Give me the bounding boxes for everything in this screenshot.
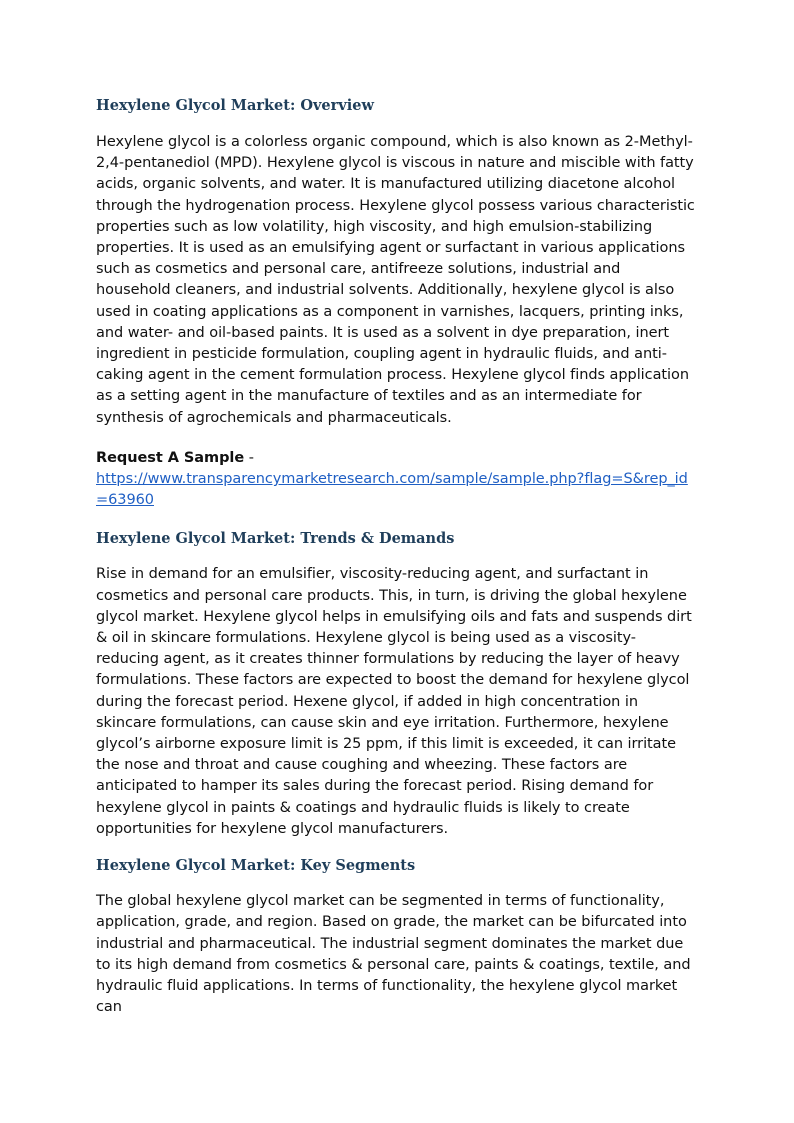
segments-paragraph: The global hexylene glycol market can be segmented in terms of functionality, application, grade, and region. Based on grade, the market can be bifurcated into industrial and pharmaceutical. The industrial segment dominates the market due to its high demand from cosmetics & personal care, paints & coatings, textile, and hydraulic fluid applications. In terms of functionality, the hexylene glycol market can — [96, 893, 691, 1016]
overview-heading: Hexylene Glycol Market: Overview — [96, 97, 374, 114]
request-sample-block — [96, 448, 698, 512]
request-sample-label: Request A Sample — [96, 449, 245, 466]
document-page — [96, 96, 698, 1018]
request-sample-link[interactable]: https://www.transparencymarketresearch.com/sample/sample.php?flag=S&rep_id=63960 — [96, 471, 688, 509]
segments-heading: Hexylene Glycol Market: Key Segments — [96, 857, 416, 875]
trends-paragraph: Rise in demand for an emulsifier, viscosity-reducing agent, and surfactant in cosmetics and personal care products. This, in turn, is driving the global hexylene glycol market. Hexylene glycol helps in emulsifying oils and fats and suspends dirt & oil in skincare formulations. Hexylene glycol is being used as a viscosity-reducing agent, as it creates thinner formulations by reducing the layer of heavy formulations. These factors are expected to boost the demand for hexylene glycol during the forecast period. Hexene glycol, if added in high concentration in skincare formulations, can cause skin and eye irritation. Furthermore, hexylene glycol’s airborne exposure limit is 25 ppm, if this limit is exceeded, it can irritate the nose and throat and cause coughing and wheezing. These factors are anticipated to hamper its sales during the forecast period. Rising demand for hexylene glycol in paints & coatings and hydraulic fluids is likely to create opportunities for hexylene glycol manufacturers. — [96, 566, 692, 837]
overview-paragraph: Hexylene glycol is a colorless organic compound, which is also known as 2-Methyl-2,4-pentanediol (MPD). Hexylene glycol is viscous in nature and miscible with fatty acids, organic solvents, and water. It is manufactured utilizing diacetone alcohol through the hydrogenation process. Hexylene glycol possess various characteristic properties such as low volatility, high viscosity, and high emulsion-stabilizing properties. It is used as an emulsifying agent or surfactant in various applications such as cosmetics and personal care, antifreeze solutions, industrial and household cleaners, and industrial solvents. Additionally, hexylene glycol is also used in coating applications as a component in varnishes, lacquers, printing inks, and water- and oil-based paints. It is used as a solvent in dye preparation, inert ingredient in pesticide formulation, coupling agent in hydraulic fluids, and anti-caking agent in the cement formulation process. Hexylene glycol finds application as a setting agent in the manufacture of textiles and as an intermediate for synthesis of agrochemicals and pharmaceuticals. — [96, 134, 695, 426]
trends-heading: Hexylene Glycol Market: Trends & Demands — [96, 530, 455, 548]
request-sample-separator: - — [244, 449, 254, 466]
